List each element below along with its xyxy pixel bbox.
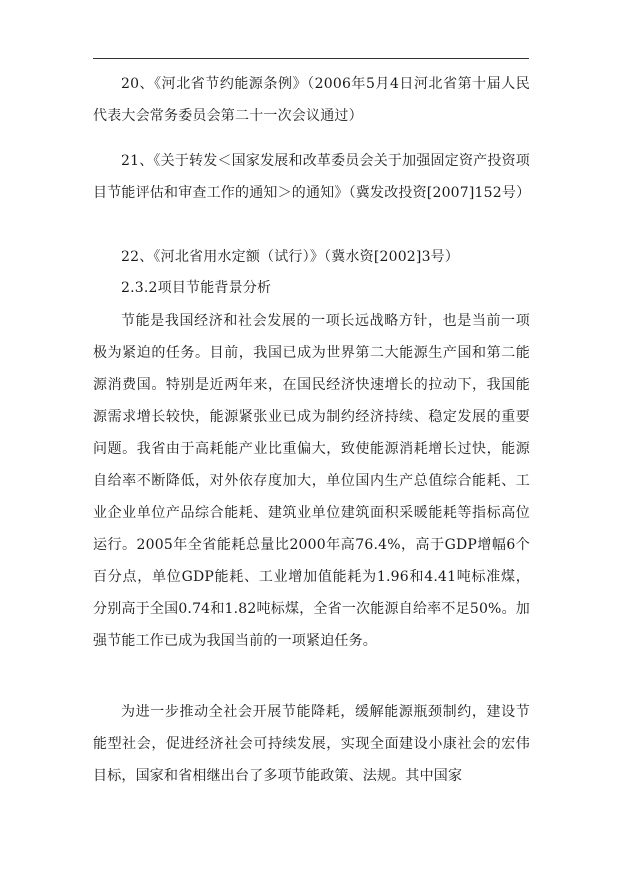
regulation-item-22: 22、《河北省用水定额（试行）》（冀水资[2002]3号）: [121, 249, 460, 265]
section-heading: 2.3.2项目节能背景分析: [121, 280, 272, 296]
policy-paragraph: 为进一步推动全社会开展节能降耗，缓解能源瓶颈制约，建设节能型社会，促进经济社会可持续发展，实现全面建设小康社会的宏伟目标，国家和省相继出台了多项节能政策、法规。其中国家: [93, 704, 530, 784]
regulation-item-20: 20、《河北省节约能源条例》（2006年5月4日河北省第十届人民代表大会常务委员会第二十一次会议通过）: [93, 76, 530, 124]
background-paragraph: 节能是我国经济和社会发展的一项长远战略方针，也是当前一项极为紧迫的任务。目前，我国已成为世界第二大能源生产国和第二能源消费国。特别是近两年来，在国民经济快速增长的拉动下，我国能源需求增长较快，能源紧张业已成为制约经济持续、稳定发展的重要问题。我省由于高耗能产业比重偏大，致使能源消耗增长过快，能源自给率不断降低，对外依存度加大，单位国内生产总值综合能耗、工业企业单位产品综合能耗、建筑业单位建筑面积采暖能耗等指标高位运行。2005年全省能耗总量比2000年高76.4%，高于GDP增幅6个百分点，单位GDP能耗、工业增加值能耗为1.96和4.41吨标准煤，分别高于全国0.74和1.82吨标煤，全省一次能源自给率不足50%。加强节能工作已成为我国当前的一项紧迫任务。: [93, 313, 530, 649]
regulation-item-21: 21、《关于转发＜国家发展和改革委员会关于加强固定资产投资项目节能评估和审查工作的通知＞的通知》（冀发改投资[2007]152号）: [93, 153, 531, 201]
header-rule: [93, 58, 529, 59]
